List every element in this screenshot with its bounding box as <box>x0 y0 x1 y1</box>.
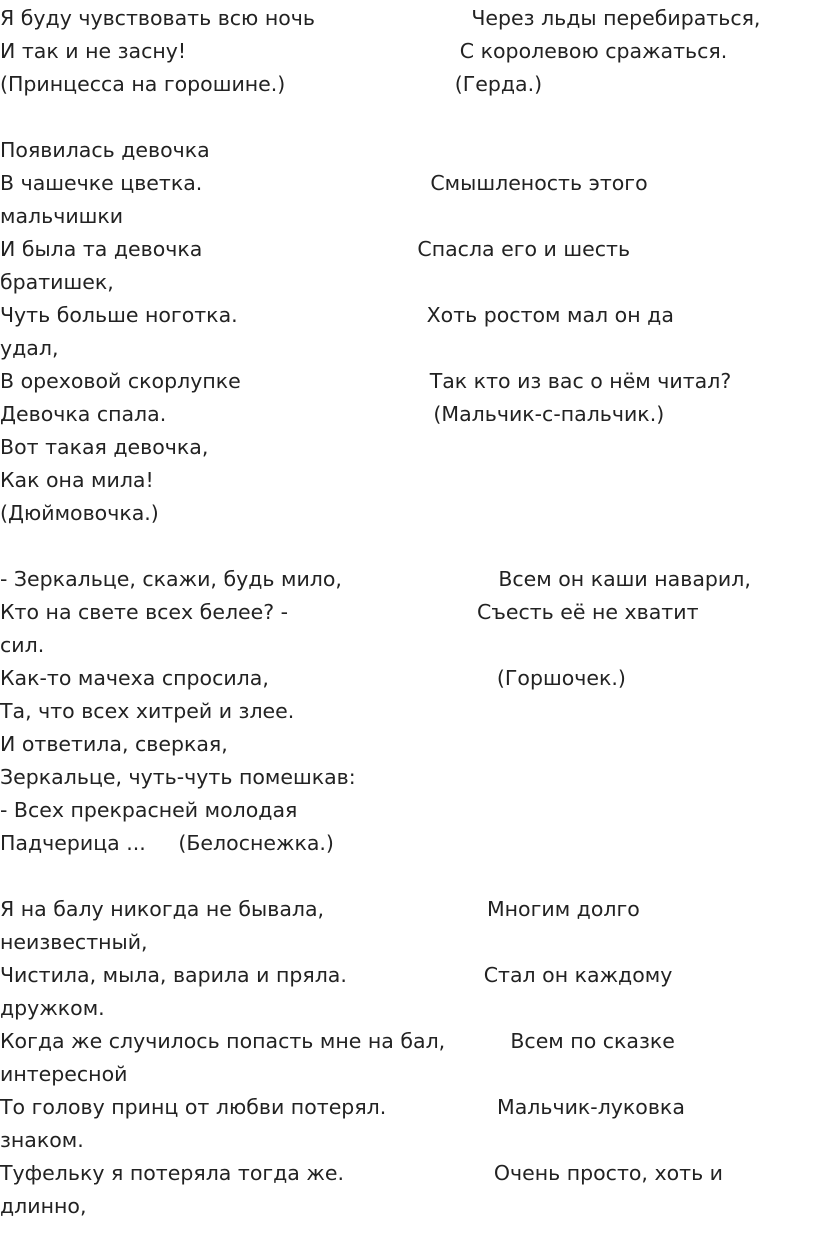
text-line: сил. <box>0 633 45 657</box>
text-line: То голову принц от любви потерял. Мальчик-луковка <box>0 1095 685 1119</box>
text-line: И была та девочка Спасла его и шесть <box>0 237 631 261</box>
text-line: Как она мила! <box>0 468 154 492</box>
text-line: Падчерица ... (Белоснежка.) <box>0 831 334 855</box>
text-line: - Зеркальце, скажи, будь мило, Всем он каши наварил, <box>0 567 751 591</box>
text-line: Когда же случилось попасть мне на бал, Всем по сказке <box>0 1029 675 1053</box>
text-line: Зеркальце, чуть-чуть помешкав: <box>0 765 356 789</box>
text-line: интересной <box>0 1062 128 1086</box>
text-line: Как-то мачеха спросила, (Горшочек.) <box>0 666 626 690</box>
text-line: (Дюймовочка.) <box>0 501 159 525</box>
text-line: Появилась девочка <box>0 138 210 162</box>
text-line: Чистила, мыла, варила и пряла. Стал он каждому <box>0 963 673 987</box>
text-line: Чуть больше ноготка. Хоть ростом мал он да <box>0 303 674 327</box>
text-line: Та, что всех хитрей и злее. <box>0 699 295 723</box>
text-line: (Принцесса на горошине.) (Герда.) <box>0 72 543 96</box>
text-line: В ореховой скорлупке Так кто из вас о нём читал? <box>0 369 732 393</box>
text-line: Я буду чувствовать всю ночь Через льды перебираться, <box>0 6 761 30</box>
text-line: длинно, <box>0 1194 87 1218</box>
text-line: мальчишки <box>0 204 124 228</box>
text-line: Кто на свете всех белее? - Съесть её не хватит <box>0 600 699 624</box>
text-line: неизвестный, <box>0 930 148 954</box>
text-line: братишек, <box>0 270 114 294</box>
text-line: Я на балу никогда не бывала, Многим долго <box>0 897 640 921</box>
text-line: - Всех прекрасней молодая <box>0 798 298 822</box>
text-line: дружком. <box>0 996 105 1020</box>
text-line: Туфельку я потеряла тогда же. Очень просто, хоть и <box>0 1161 724 1185</box>
text-line: В чашечке цветка. Смышленость этого <box>0 171 648 195</box>
text-line: И ответила, сверкая, <box>0 732 228 756</box>
text-line: знаком. <box>0 1128 84 1152</box>
text-line: И так и не засну! С королевою сражаться. <box>0 39 728 63</box>
text-line: удал, <box>0 336 59 360</box>
text-line: Девочка спала. (Мальчик-с-пальчик.) <box>0 402 665 426</box>
text-line: Вот такая девочка, <box>0 435 209 459</box>
